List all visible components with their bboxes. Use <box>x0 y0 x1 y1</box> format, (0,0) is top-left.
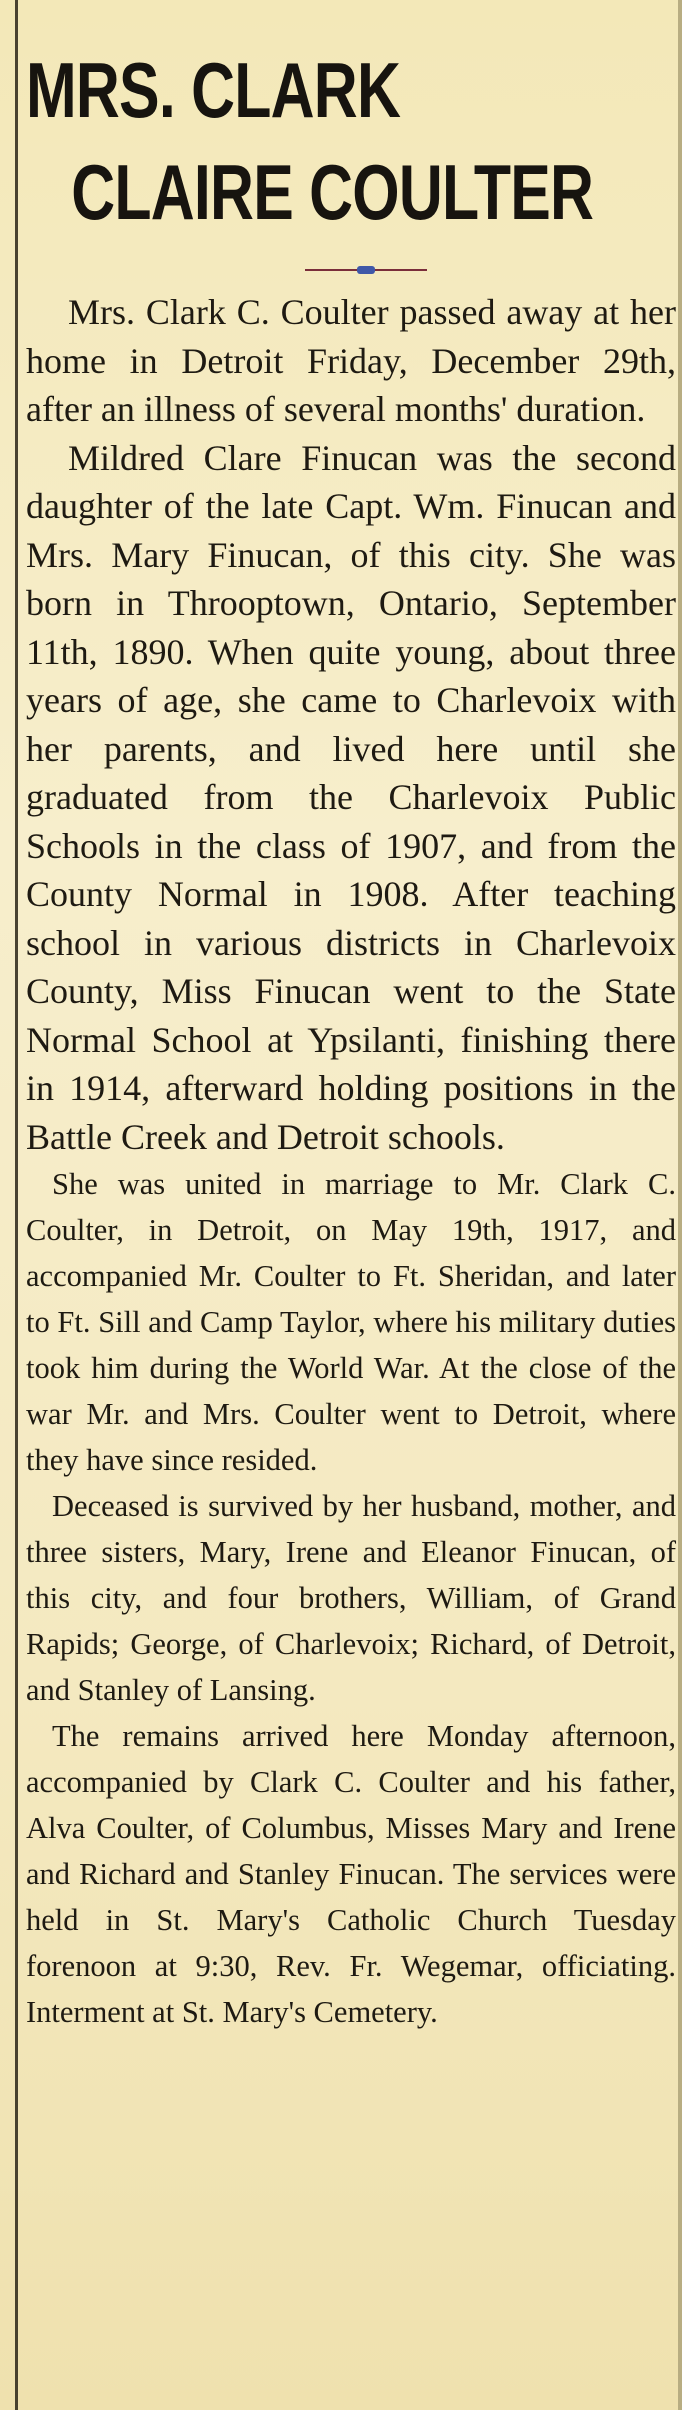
paragraph-survivors: Deceased is survived by her husband, mother, and three sisters, Mary, Irene and Eleanor Finucan, of this city, and four brothers, William, of Grand Rapids; George, of Charlevoix; Richard, of Detroit, and Stanley of Lansing. <box>26 1489 676 1707</box>
obituary-body <box>26 288 676 2035</box>
headline-line-2: CLAIRE COULTER <box>71 148 594 237</box>
headline-line-1: MRS. CLARK <box>26 46 401 135</box>
paragraph-services: The remains arrived here Monday afternoon, accompanied by Clark C. Coulter and his father, Alva Coulter, of Columbus, Misses Mary and Irene and Richard and Stanley Finucan. The services were held in St. Mary's Catholic Church Tuesday forenoon at 9:30, Rev. Fr. Wegemar, officiating. Interment at St. Mary's Cemetery. <box>26 1719 676 2029</box>
paragraph-biography: Mildred Clare Finucan was the second daughter of the late Capt. Wm. Finucan and Mrs. Mary Finucan, of this city. She was born in Throoptown, Ontario, September 11th, 1890. When quite young, about three years of age, she came to Charlevoix with her parents, and lived here until she graduated from the Charlevoix Public Schools in the class of 1907, and from the County Normal in 1908. After teaching school in various districts in Charlevoix County, Miss Finucan went to the State Normal School at Ypsilanti, finishing there in 1914, afterward holding positions in the Battle Creek and Detroit schools. <box>26 437 676 1157</box>
divider-ornament <box>357 266 375 274</box>
headline-divider <box>305 266 427 276</box>
obituary-headline <box>26 39 682 243</box>
paragraph-death-notice: Mrs. Clark C. Coulter passed away at her home in Detroit Friday, December 29th, after an illness of several months' duration. <box>26 292 676 429</box>
column-rule <box>15 0 18 2410</box>
paragraph-marriage: She was united in marriage to Mr. Clark C. Coulter, in Detroit, on May 19th, 1917, and accompanied Mr. Coulter to Ft. Sheridan, and later to Ft. Sill and Camp Taylor, where his military duties took him during the World War. At the close of the war Mr. and Mrs. Coulter went to Detroit, where they have since resided. <box>26 1167 676 1477</box>
